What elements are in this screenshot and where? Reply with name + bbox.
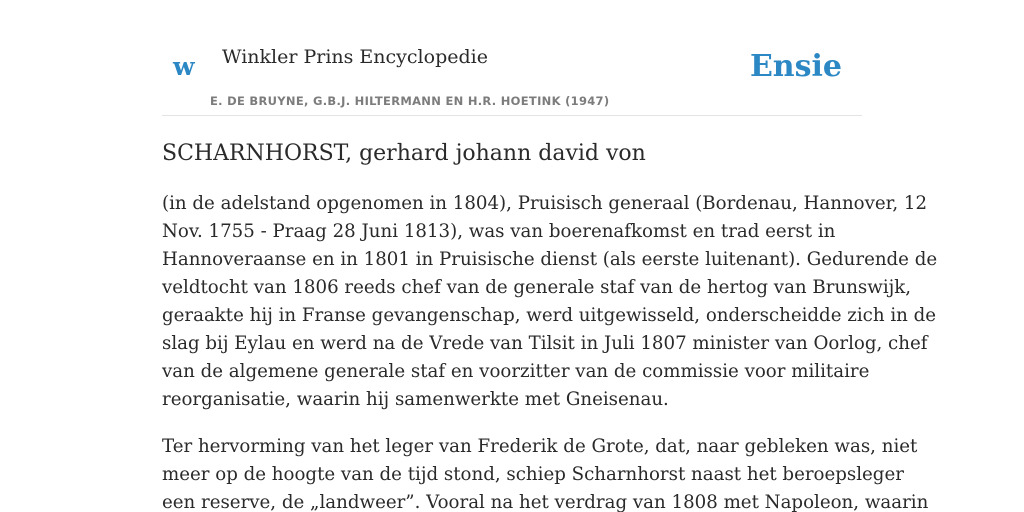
paragraph-line: van de algemene generale staf en voorzitter van de commissie voor militaire [162, 361, 870, 382]
article [162, 138, 938, 512]
paragraph-line: meer op de hoogte van de tijd stond, schiep Scharnhorst naast het beroepsleger [162, 464, 904, 485]
paragraph-line: geraakte hij in Franse gevangenschap, werd uitgewisseld, onderscheidde zich in de [162, 305, 937, 326]
article-paragraph [162, 433, 929, 512]
paragraph-line: Ter hervorming van het leger van Frederik de Grote, dat, naar gebleken was, niet [162, 436, 918, 457]
paragraph-line: slag bij Eylau en werd na de Vrede van Tilsit in Juli 1807 minister van Oorlog, chef [162, 333, 928, 354]
ensie-logo-link[interactable]: Ensie [749, 49, 842, 84]
book-logo-icon: w [173, 52, 195, 81]
paragraph-line: Nov. 1755 - Praag 28 Juni 1813), was van boerenafkomst en trad eerst in [162, 221, 836, 242]
article-paragraph [162, 190, 938, 414]
article-body [162, 190, 938, 512]
book-authors: E. DE BRUYNE, G.B.J. HILTERMANN EN H.R. HOETINK (1947) [210, 94, 610, 108]
article-title: SCHARNHORST, gerhard johann david von [162, 141, 646, 166]
paragraph-line: reorganisatie, waarin hij samenwerkte met Gneisenau. [162, 389, 669, 410]
header [162, 0, 862, 116]
book-title[interactable]: Winkler Prins Encyclopedie [222, 46, 488, 68]
paragraph-line: veldtocht van 1806 reeds chef van de generale staf van de hertog van Brunswijk, [162, 277, 912, 298]
paragraph-line: een reserve, de „landweer”. Vooral na het verdrag van 1808 met Napoleon, waarin [162, 492, 929, 512]
paragraph-line: (in de adelstand opgenomen in 1804), Pruisisch generaal (Bordenau, Hannover, 12 [162, 193, 928, 214]
paragraph-line: Hannoveraanse en in 1801 in Pruisische dienst (als eerste luitenant). Gedurende de [162, 249, 938, 270]
